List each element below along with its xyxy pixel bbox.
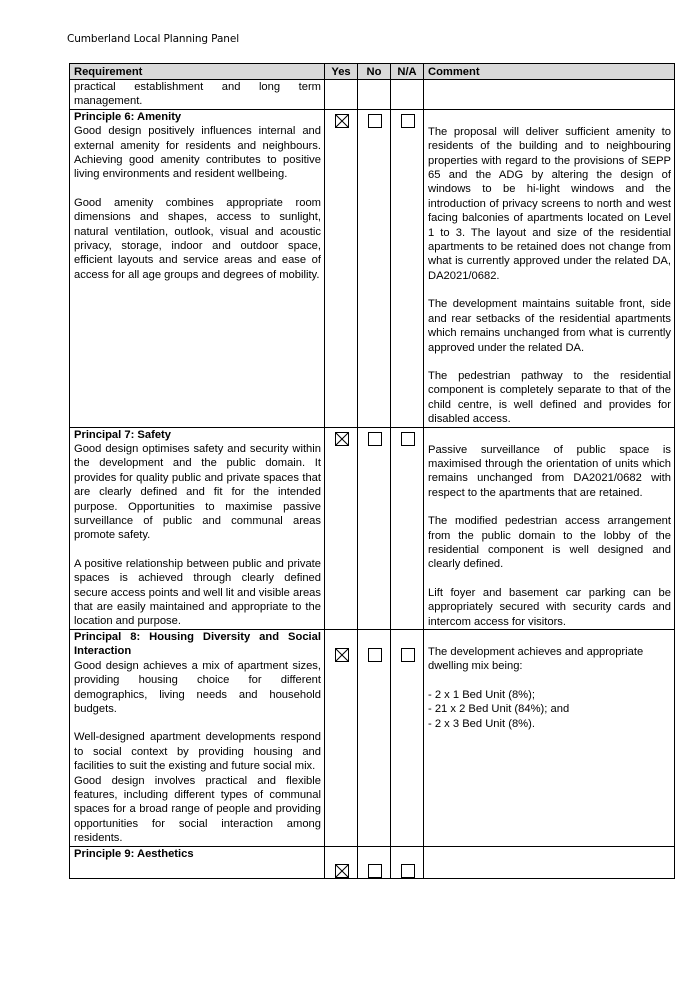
page-header: Cumberland Local Planning Panel [67, 33, 240, 45]
yes-cell [325, 846, 358, 878]
carryover-text: practical establishment and long term management. [70, 80, 325, 110]
col-comment: Comment [424, 64, 675, 80]
list-item: - 2 x 3 Bed Unit (8%). [428, 717, 535, 730]
na-cell [391, 427, 424, 629]
yes-checkbox-checked[interactable] [335, 864, 349, 878]
na-checkbox[interactable] [401, 648, 415, 662]
comment-paragraph: The development maintains suitable front, side and rear setbacks of the residential apartments which remains unchanged from what is currently approved under the related DA. [428, 298, 671, 354]
table-header-row [70, 64, 675, 80]
comment-cell [424, 427, 675, 629]
requirement-paragraph: Good design involves practical and flexible features, including different types of communal spaces for a broad range of people and providing opportunities for social interaction among residents. [74, 774, 321, 845]
requirement-paragraph: Good amenity combines appropriate room dimensions and shapes, access to sunlight, natural ventilation, outlook, visual and acoustic privacy, storage, indoor and outdoor space, efficient layouts and service areas and ease of access for all age groups and degrees of mobility. [74, 196, 321, 281]
requirement-cell [70, 846, 325, 878]
principle-title: Principal 7: Safety [74, 428, 171, 441]
comment-cell [424, 846, 675, 878]
na-cell [391, 630, 424, 847]
checkmark-x-icon [336, 115, 348, 127]
comment-cell [424, 630, 675, 847]
requirement-paragraph: Good design achieves a mix of apartment sizes, providing housing choice for different demographics, living needs and household budgets. [74, 659, 321, 716]
no-cell [358, 846, 391, 878]
requirement-paragraph: Well-designed apartment developments respond to social context by providing housing and facilities to suit the existing and future social mix. [74, 731, 321, 773]
checkmark-x-icon [336, 865, 348, 877]
no-cell [358, 630, 391, 847]
table-row-housing-diversity [70, 630, 675, 847]
na-cell [391, 109, 424, 427]
no-cell [358, 109, 391, 427]
list-item: - 21 x 2 Bed Unit (84%); and [428, 703, 570, 716]
requirement-paragraph: A positive relationship between public and private spaces is achieved through clearly defined secure access points and well lit and visible areas that are easily maintained and appropriate to the location and purpose. [74, 557, 321, 628]
col-na: N/A [391, 64, 424, 80]
col-yes: Yes [325, 64, 358, 80]
checkmark-x-icon [336, 649, 348, 661]
requirement-paragraph: Good design positively influences internal and external amenity for residents and neighbours. Achieving good amenity contributes to positive living environments and resident wellbeing. [74, 125, 321, 181]
yes-checkbox-checked[interactable] [335, 114, 349, 128]
requirement-cell [70, 109, 325, 427]
table-row-amenity [70, 109, 675, 427]
na-checkbox[interactable] [401, 114, 415, 128]
requirement-cell [70, 630, 325, 847]
na-cell [391, 846, 424, 878]
comment-paragraph: The proposal will deliver sufficient amenity to residents of the building and to neighbouring properties with regard to the provisions of SEPP 65 and the ADG by altering the design of windows to be hi-light windows and the introduction of privacy screens to north and west facing balconies of apartments located on Level 1 to 3. The layout and size of the residential apartments to be retained does not change from what is currently approved under the related DA, DA2021/0682. [428, 125, 671, 282]
yes-cell [325, 427, 358, 629]
requirements-table [69, 63, 675, 879]
requirement-paragraph: Good design optimises safety and security within the development and the public domain. It provides for quality public and private spaces that are clearly defined and fit for the intended purpose. Opportunities to maximise passive surveillance of public and communal areas promote safety. [74, 442, 321, 542]
comment-paragraph: The development achieves and appropriate dwelling mix being: [428, 646, 644, 673]
comment-paragraph: Lift foyer and basement car parking can be appropriately secured with security cards and intercom access for visitors. [428, 586, 671, 628]
col-no: No [358, 64, 391, 80]
no-cell [358, 427, 391, 629]
requirement-cell [70, 427, 325, 629]
principle-title: Principle 6: Amenity [74, 110, 182, 123]
no-checkbox[interactable] [368, 864, 382, 878]
no-checkbox[interactable] [368, 648, 382, 662]
comment-cell [424, 109, 675, 427]
principle-title: Principle 9: Aesthetics [74, 847, 194, 860]
list-item: - 2 x 1 Bed Unit (8%); [428, 688, 535, 701]
dwelling-mix-list [428, 688, 671, 731]
comment-paragraph: Passive surveillance of public space is maximised through the orientation of units which remains unchanged from DA2021/0682 with respect to the apartments that are retained. [428, 443, 671, 499]
no-checkbox[interactable] [368, 114, 382, 128]
comment-paragraph: The pedestrian pathway to the residential component is completely separate to that of the child centre, is well defined and provides for disabled access. [428, 369, 671, 426]
principle-title: Principal 8: Housing Diversity and Social Interaction [74, 631, 321, 658]
yes-checkbox-checked[interactable] [335, 648, 349, 662]
comment-paragraph: The modified pedestrian access arrangement from the public domain to the lobby of the residential component is well designed and clearly defined. [428, 515, 671, 571]
na-checkbox[interactable] [401, 864, 415, 878]
checkmark-x-icon [336, 433, 348, 445]
table-row-carryover [70, 80, 675, 110]
table-row-aesthetics [70, 846, 675, 878]
yes-cell [325, 630, 358, 847]
yes-checkbox-checked[interactable] [335, 432, 349, 446]
col-requirement: Requirement [70, 64, 325, 80]
na-checkbox[interactable] [401, 432, 415, 446]
yes-cell [325, 109, 358, 427]
table-row-safety [70, 427, 675, 629]
no-checkbox[interactable] [368, 432, 382, 446]
